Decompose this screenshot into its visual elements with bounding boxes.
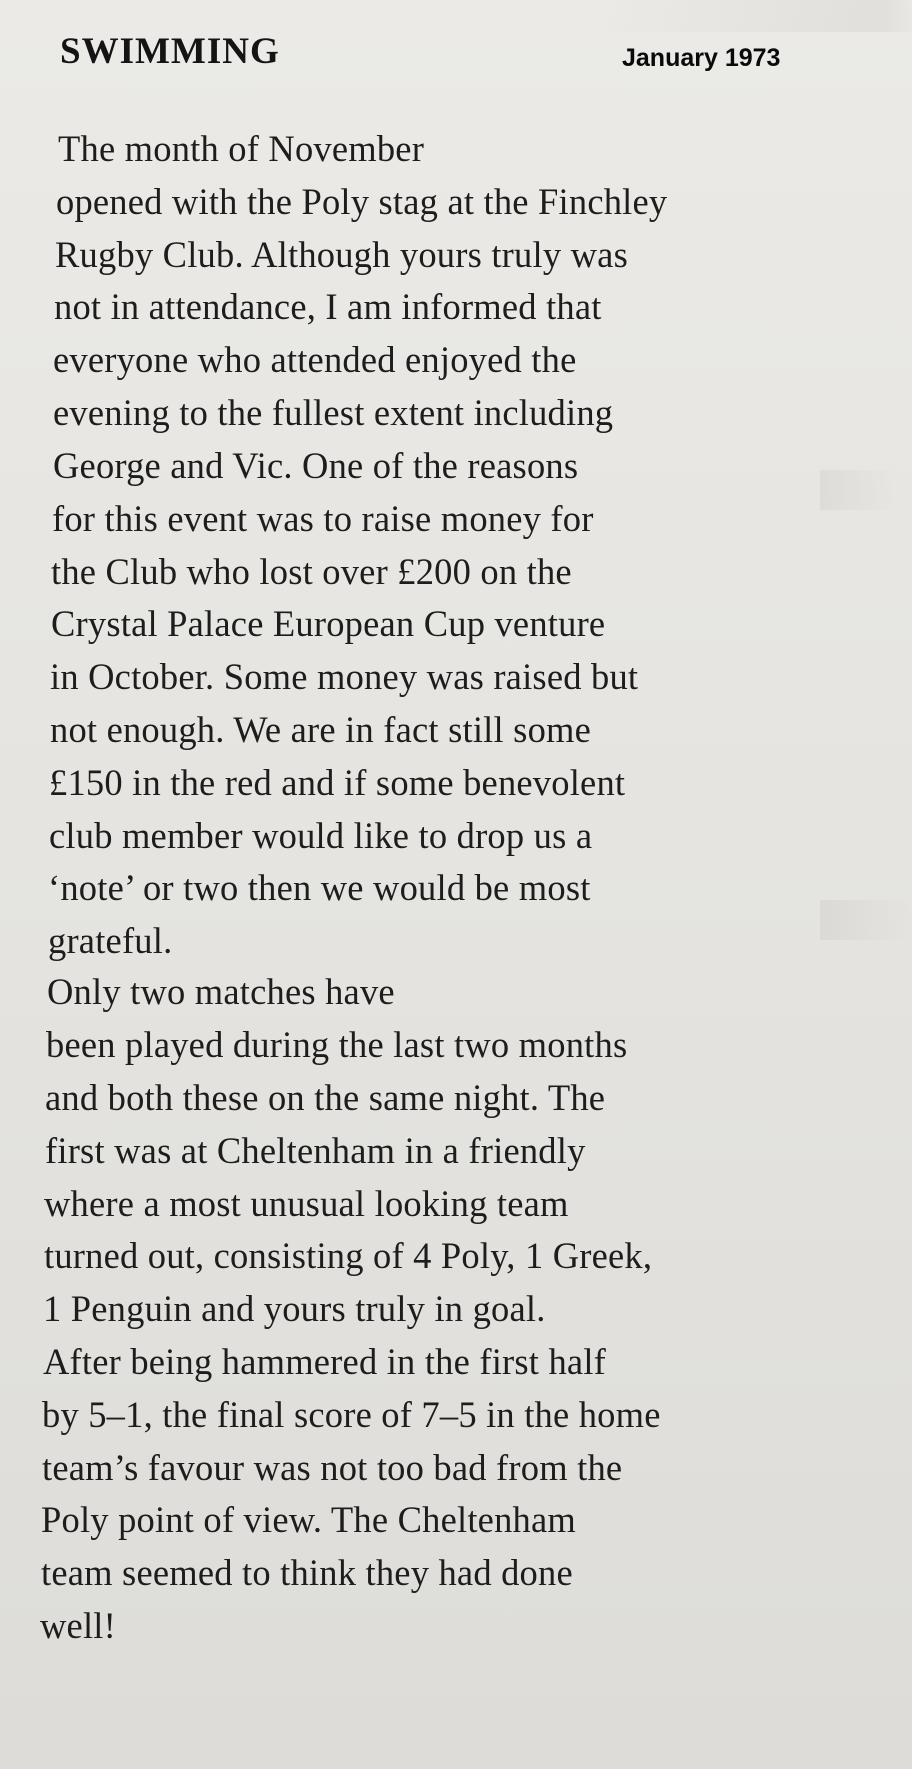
text-line: £150 in the red and if some benevolent (49, 762, 626, 803)
text-line: and both these on the same night. The (45, 1077, 606, 1118)
text-line: Rugby Club. Although yours truly was (55, 234, 628, 275)
text-line: After being hammered in the first half (43, 1341, 607, 1382)
text-line: turned out, consisting of 4 Poly, 1 Greek, (44, 1235, 653, 1276)
text-line: team seemed to think they had done (41, 1552, 573, 1593)
text-line: the Club who lost over £200 on the (51, 551, 572, 592)
text-line: club member would like to drop us a (49, 815, 593, 856)
text-line: Crystal Palace European Cup venture (51, 603, 606, 644)
text-line: George and Vic. One of the reasons (53, 445, 579, 486)
publication-date: January 1973 (622, 44, 781, 72)
text-line: for this event was to raise money for (52, 498, 594, 539)
text-line: been played during the last two months (46, 1024, 628, 1065)
text-line: first was at Cheltenham in a friendly (45, 1130, 586, 1171)
text-line: Poly point of view. The Cheltenham (41, 1499, 576, 1540)
text-line: 1 Penguin and yours truly in goal. (43, 1288, 546, 1329)
text-line: opened with the Poly stag at the Finchley (56, 181, 668, 222)
text-line: not in attendance, I am informed that (54, 286, 602, 327)
text-line: everyone who attended enjoyed the (53, 339, 577, 380)
section-heading: SWIMMING (60, 31, 280, 72)
text-line: not enough. We are in fact still some (50, 709, 592, 750)
text-line: well! (40, 1605, 116, 1646)
text-line: grateful. (48, 920, 173, 961)
text-line: ‘note’ or two then we would be most (48, 867, 591, 908)
text-line: evening to the fullest extent including (53, 392, 614, 433)
text-line: by 5–1, the final score of 7–5 in the home (42, 1394, 661, 1435)
text-line: team’s favour was not too bad from the (42, 1447, 623, 1488)
text-line: The month of November (58, 128, 425, 169)
text-line: Only two matches have (47, 971, 395, 1012)
text-line: where a most unusual looking team (44, 1183, 569, 1224)
text-line: in October. Some money was raised but (50, 656, 639, 697)
